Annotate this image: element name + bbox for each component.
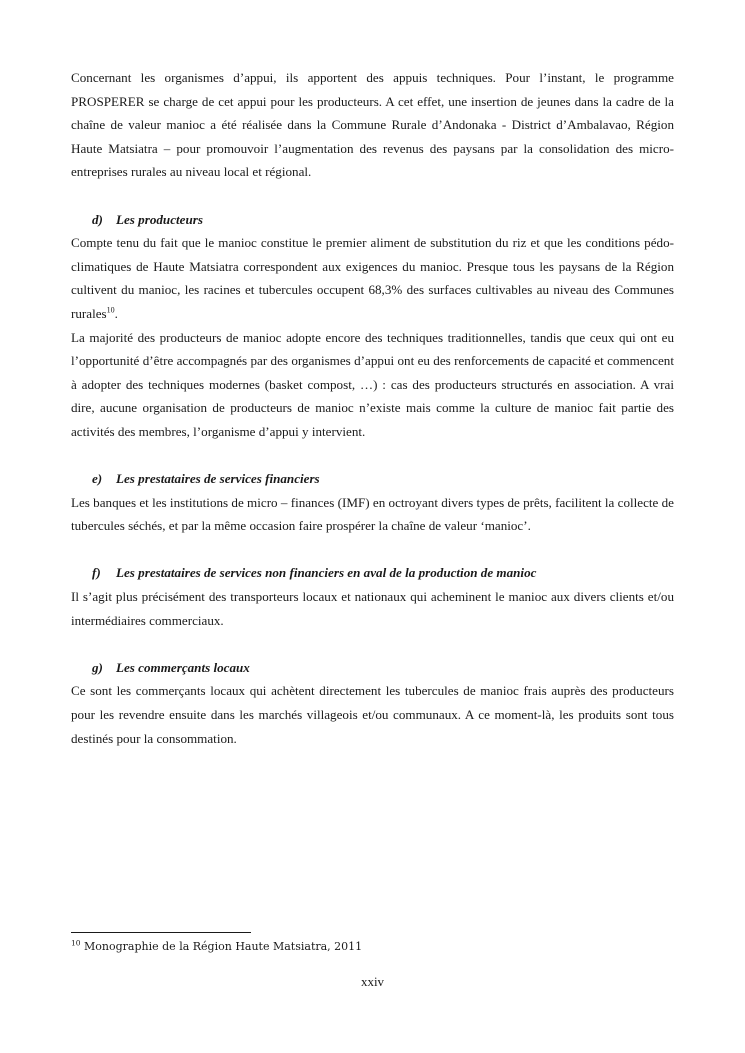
section-title: Les producteurs: [116, 211, 203, 227]
section-spacer: [71, 444, 674, 468]
section-letter: f): [92, 565, 101, 581]
section-heading-commercants: [71, 656, 674, 680]
footnote-text: Monographie de la Région Haute Matsiatra, 2011: [80, 940, 363, 953]
section-spacer: [71, 538, 674, 562]
services-financiers-paragraph: Les banques et les institutions de micro – finances (IMF) en octroyant divers types de prêts, facilitent la collecte de tubercules séchés, et par la même occasion faire prospérer la chaîne de valeur ‘manioc’.: [71, 494, 674, 534]
section-letter: d): [92, 211, 103, 227]
page-body: [71, 66, 674, 750]
section-heading-services-financiers: [71, 467, 674, 491]
section-spacer: [71, 632, 674, 656]
intro-paragraph: Concernant les organismes d’appui, ils apportent des appuis techniques. Pour l’instant, le programme PROSPERER se charge de cet appui pour les producteurs. A cet effet, une insertion de jeunes dans la cadre de la chaîne de valeur manioc a été réalisée dans la Commune Rurale d’Andonaka - District d’Ambalavao, Région Haute Matsiatra – pour promouvoir l’augmentation des revenus des paysans par la consolidation des micro-entreprises rurales au niveau local et régional.: [71, 70, 674, 180]
section-title: Les prestataires de services financiers: [116, 471, 320, 487]
footnote: [71, 940, 362, 954]
page-number: xxiv: [360, 974, 385, 989]
section-letter: g): [92, 659, 103, 675]
section-letter: e): [92, 471, 103, 487]
section-title: Les commerçants locaux: [116, 659, 250, 675]
section-heading-producteurs: [71, 208, 674, 232]
producteurs-paragraph-2: La majorité des producteurs de manioc adopte encore des techniques traditionnelles, tandis que ceux qui ont eu l’opportunité d’être accompagnés par des organismes d’appui ont eu des renforcements de capacité et commencent à adopter des techniques modernes (basket compost, …) : cas des producteurs structurés en association. A vrai dire, aucune organisation de producteurs de manioc n’existe mais comme la culture de manioc fait partie des activités des membres, l’organisme d’appui y intervient.: [71, 329, 674, 439]
producteurs-paragraph-1-end: .: [114, 305, 118, 321]
producteurs-paragraph-1-text: Compte tenu du fait que le manioc constitue le premier aliment de substitution du riz et que les conditions pédo-climatiques de Haute Matsiatra correspondent aux exigences du manioc. Presque tous les paysans de la Région cultivent du manioc, les racines et tubercules occupent 68,3% des surfaces cultivables au niveau des Communes rurales: [71, 235, 674, 321]
section-heading-services-non-financiers: [71, 561, 674, 585]
producteurs-paragraph-1: [71, 231, 674, 325]
footnote-number: 10: [71, 938, 81, 948]
section-spacer: [71, 184, 674, 208]
section-title: Les prestataires de services non financiers en aval de la production de manioc: [116, 565, 537, 581]
commercants-paragraph: Ce sont les commerçants locaux qui achètent directement les tubercules de manioc frais auprès des producteurs pour les revendre ensuite dans les marchés villageois et/ou communaux. A ce moment-là, les produits sont tous destinés pour la consommation.: [71, 683, 674, 746]
services-non-financiers-paragraph: Il s’agit plus précisément des transporteurs locaux et nationaux qui acheminent le manioc aux divers clients et/ou intermédiaires commerciaux.: [71, 589, 674, 628]
footnote-reference: 10: [106, 305, 115, 315]
footnote-separator: [71, 932, 251, 933]
